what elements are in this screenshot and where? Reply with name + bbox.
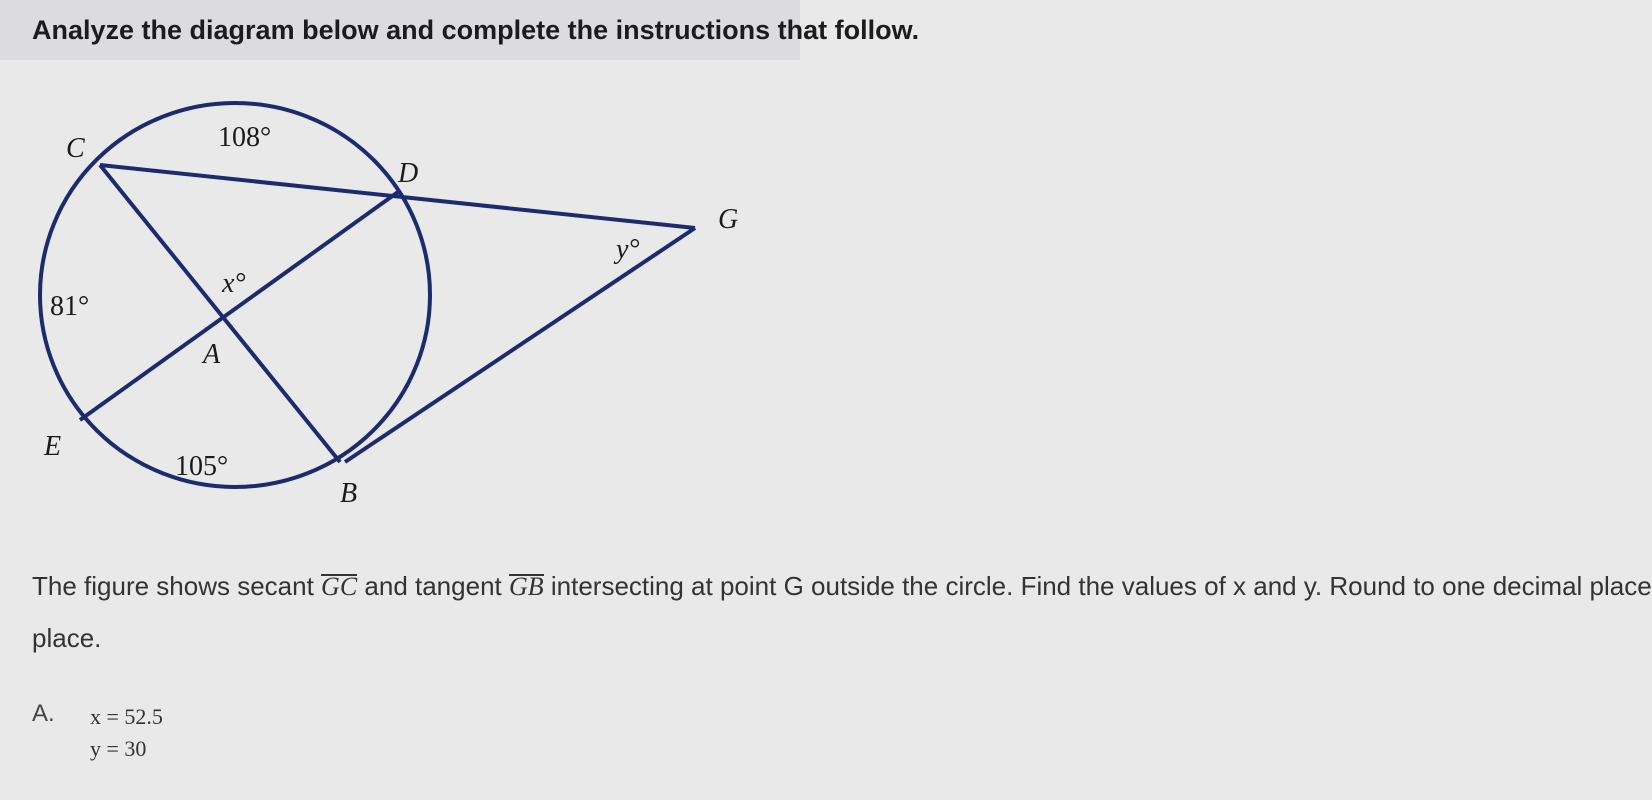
circle-figure [40, 103, 695, 487]
arc-bottom-label: 105° [175, 451, 229, 482]
point-e-label: E [44, 431, 62, 462]
point-d-label: D [398, 158, 419, 189]
chord-cb [100, 165, 340, 462]
instructions-title: Analyze the diagram below and complete the instructions that follow. [32, 15, 920, 45]
problem-statement [32, 560, 1652, 653]
statement-suffix: intersecting at point G outside the circle. Find the values of x and y. Round to one decimal place [543, 571, 1652, 601]
secant-segment-label: GC [321, 572, 358, 601]
tangent-segment-label: GB [508, 572, 544, 601]
statement-line-2: place. [32, 623, 102, 653]
option-y-value: y = 30 [90, 736, 147, 761]
arc-top-label: 108° [218, 122, 272, 153]
arc-left-label: 81° [50, 291, 90, 322]
option-letter: A. [32, 700, 55, 727]
statement-middle: and tangent [357, 571, 509, 601]
geometry-diagram [0, 60, 800, 540]
answer-option-a[interactable] [32, 700, 332, 770]
statement-prefix: The figure shows secant [32, 571, 322, 601]
point-b-label: B [340, 478, 358, 509]
option-x-value: x = 52.5 [90, 704, 163, 729]
point-g-label: G [718, 204, 739, 235]
tangent-line-gb [345, 228, 695, 462]
point-a-label: A [203, 339, 221, 370]
instructions-header [0, 0, 920, 60]
angle-y-label: y° [616, 234, 640, 265]
angle-x-label: x° [222, 268, 246, 299]
statement-line-1 [32, 560, 1652, 612]
point-c-label: C [66, 133, 85, 164]
chord-ed [80, 192, 398, 420]
